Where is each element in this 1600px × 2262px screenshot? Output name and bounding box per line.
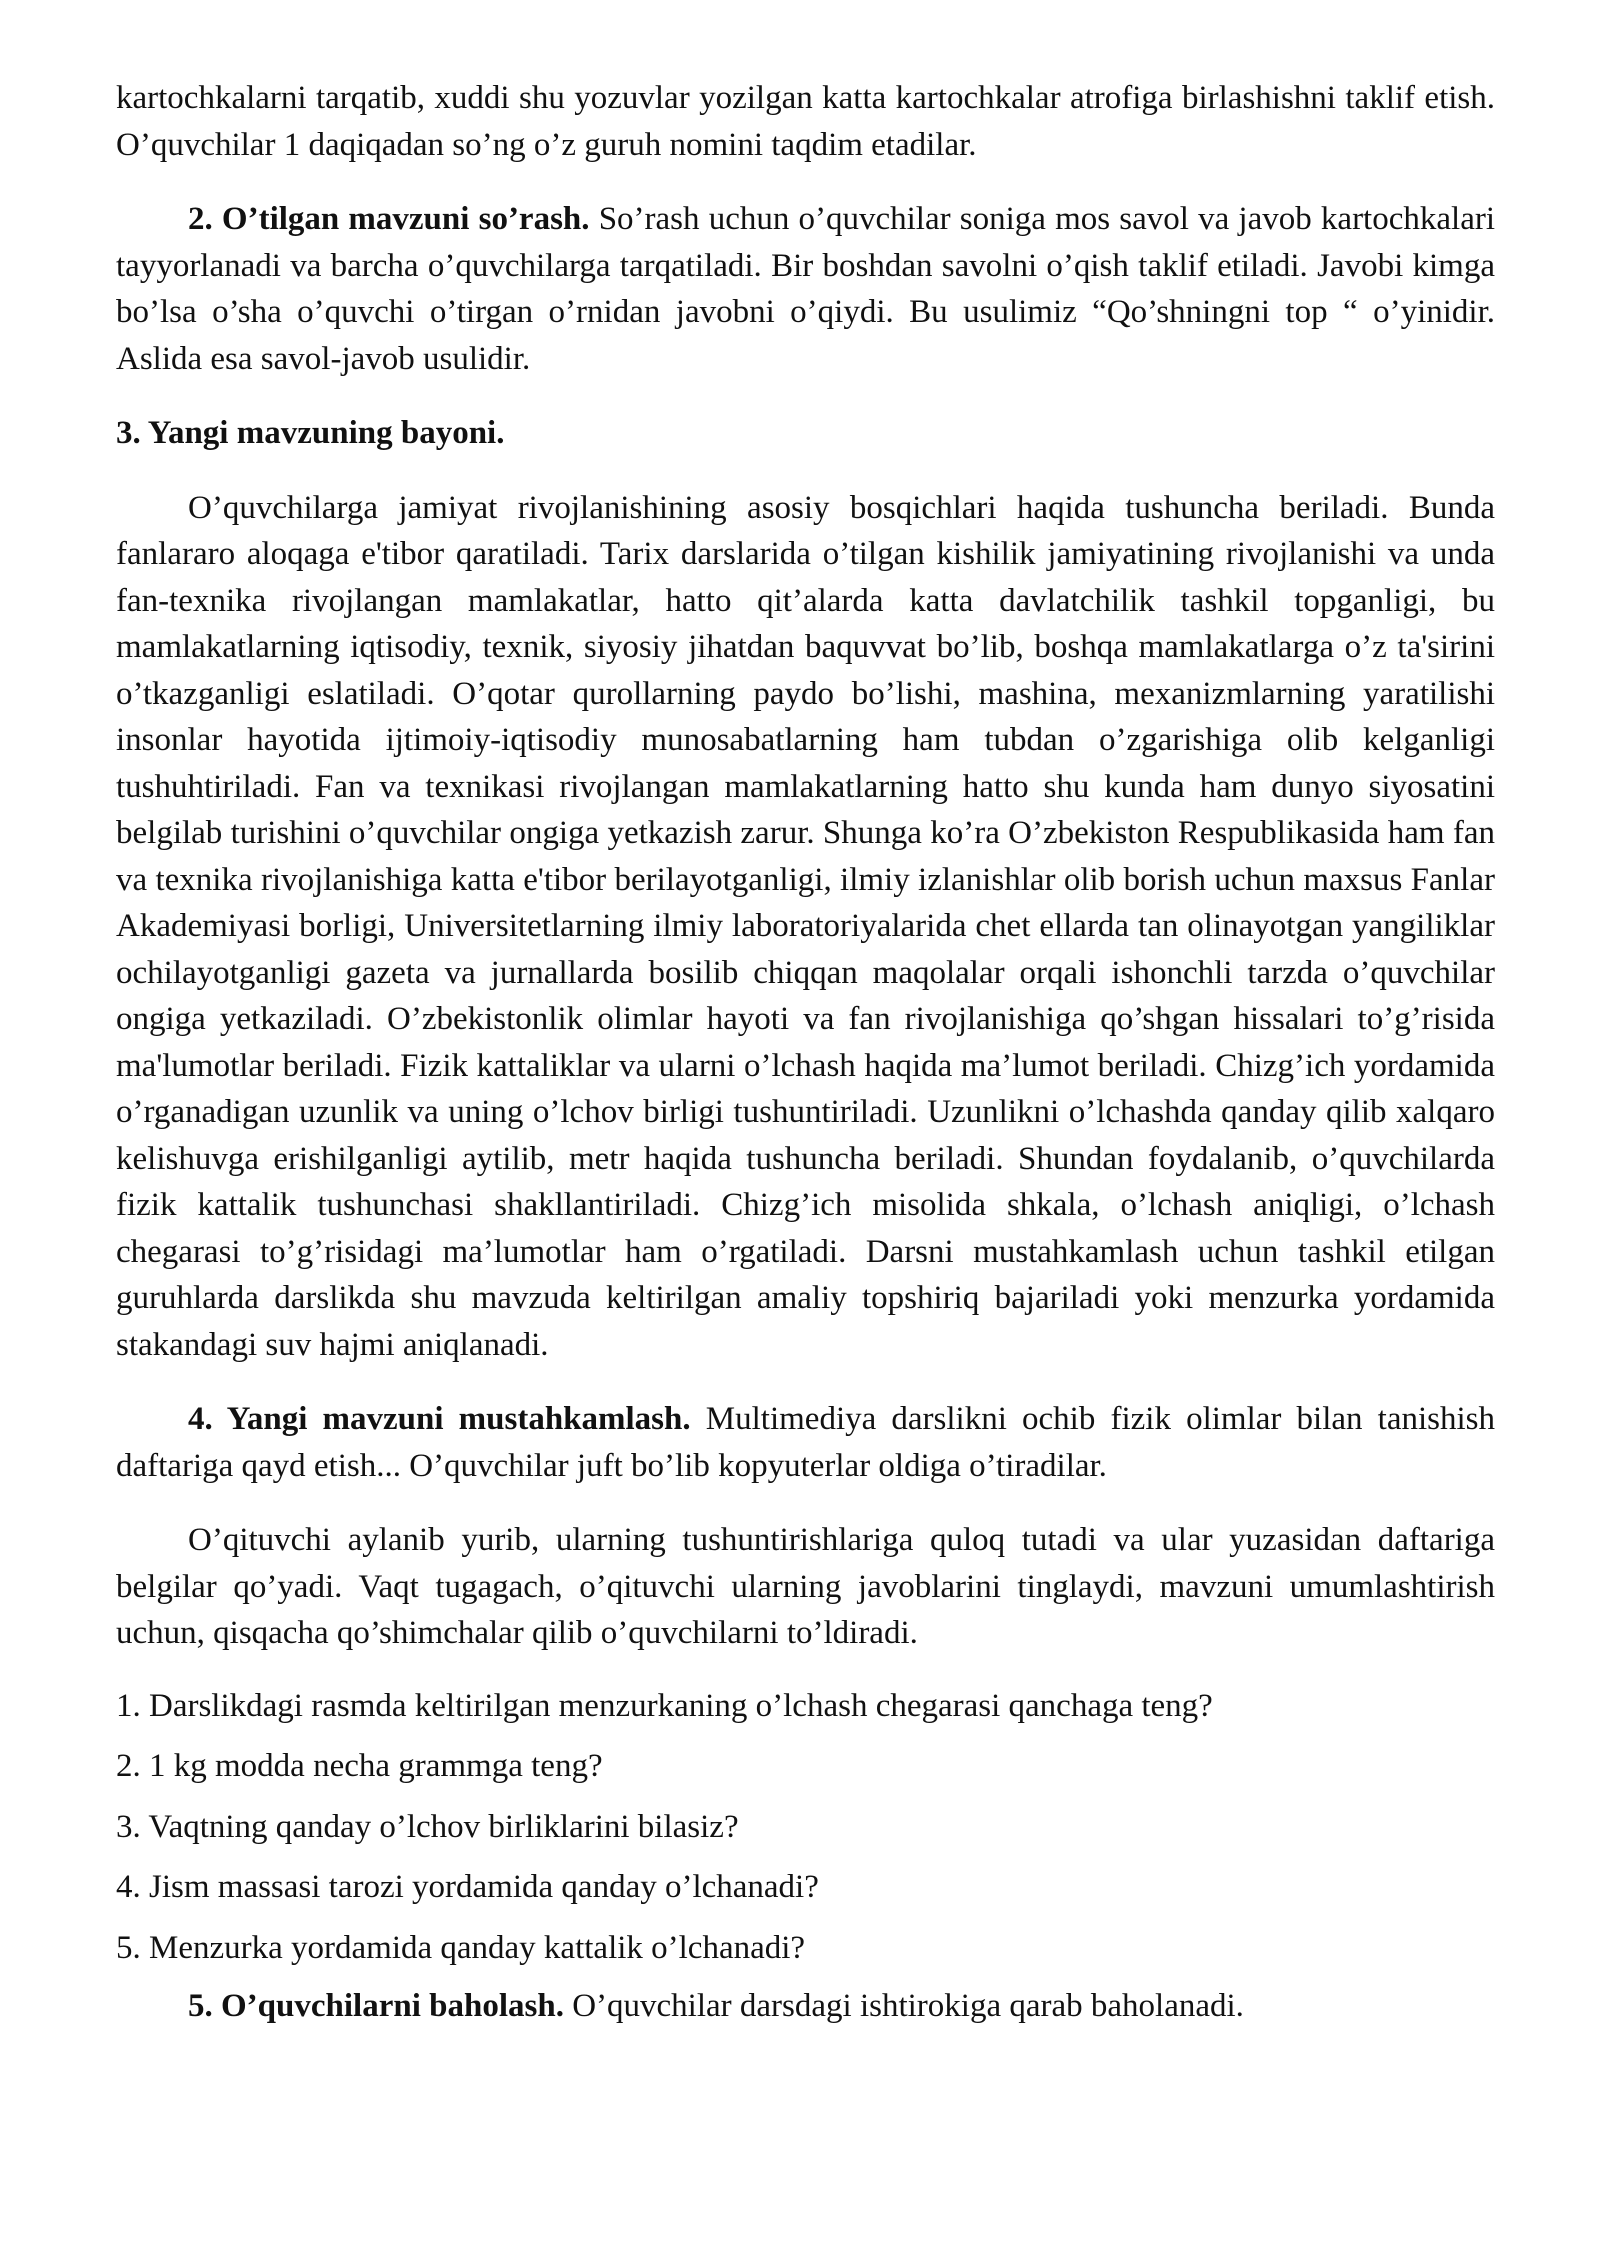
section-5-text: O’quvchilar darsdagi ishtirokiga qarab baholanadi. [563, 1988, 1244, 2024]
section-5-heading: 5. O’quvchilarni baholash. [188, 1988, 564, 2024]
section-3-heading-text: 3. Yangi mavzuning bayoni. [116, 415, 505, 451]
question-item: 4. Jism massasi tarozi yordamida qanday o’lchanadi? [116, 1869, 819, 1905]
section-2-text: So’rash uchun o’quvchilar soniga mos savol va javob kartochkalari tayyorlanadi va barcha o’quvchilarga tarqatiladi. Bir boshdan savolni o’qish taklif etiladi. Javobi kimga bo’lsa o’sha o’quvchi o’tirgan o’rnidan javobni o’qiydi. Bu usulimiz “Qo’shningni top “ o’yinidir. Aslida esa savol-javob usulidir. [116, 201, 1495, 377]
section-2-paragraph [116, 196, 1495, 382]
question-item: 3. Vaqtning qanday o’lchov birliklarini bilasiz? [116, 1808, 739, 1845]
section-4-paragraph [116, 1396, 1495, 1489]
section-4-text: Multimediya darslikni ochib fizik olimlar bilan tanishish daftariga qayd etish... O’quvchilar juft bo’lib kopyuterlar oldiga o’tiradilar. [116, 1401, 1495, 1484]
section-4-heading: 4. Yangi mavzuni mustahkamlash. [188, 1401, 691, 1437]
document-body [116, 75, 1495, 2030]
teacher-paragraph: O’qituvchi aylanib yurib, ularning tushuntirishlariga quloq tutadi va ular yuzasidan daftariga belgilar qo’yadi. Vaqt tugagach, o’qituvchi ularning javoblarini tinglaydi, mavzuni umumlashtirish uchun, qisqacha qo’shimchalar qilib o’quvchilarni to’ldiradi. [116, 1522, 1495, 1651]
question-item: 1. Darslikdagi rasmda keltirilgan menzurkaning o’lchash chegarasi qanchaga teng? [116, 1687, 1213, 1724]
section-3-heading [116, 410, 1495, 457]
section-2-heading: 2. O’tilgan mavzuni so’rash. [188, 201, 590, 237]
question-list [116, 1683, 1495, 1972]
question-item: 2. 1 kg modda necha grammga teng? [116, 1748, 603, 1784]
section-5-paragraph [116, 1983, 1495, 2030]
intro-paragraph: kartochkalarni tarqatib, xuddi shu yozuvlar yozilgan katta kartochkalar atrofiga birlashishni taklif etish. O’quvchilar 1 daqiqadan so’ng o’z guruh nomini taqdim etadilar. [116, 80, 1495, 163]
section-3-paragraph: O’quvchilarga jamiyat rivojlanishining asosiy bosqichlari haqida tushuncha beriladi. Bunda fanlararo aloqaga e'tibor qaratiladi. Tarix darslarida o’tilgan kishilik jamiyatining rivojlanishi va unda fan-texnika rivojlangan mamlakatlar, hatto qit’alarda katta davlatchilik tashkil topganligi, bu mamlakatlarning iqtisodiy, texnik, siyosiy jihatdan baquvvat bo’lib, boshqa mamlakatlarga o’z ta'sirini o’tkazganligi eslatiladi. O’qotar qurollarning paydo bo’lishi, mashina, mexanizmlarning yaratilishi insonlar hayotida ijtimoiy-iqtisodiy munosabatlarning ham tubdan o’zgarishiga olib kelganligi tushuhtiriladi. Fan va texnikasi rivojlangan mamlakatlarning hatto shu kunda ham dunyo siyosatini belgilab turishini o’quvchilar ongiga yetkazish zarur. Shunga ko’ra O’zbekiston Respublikasida ham fan va texnika rivojlanishiga katta e'tibor berilayotganligi, ilmiy izlanishlar olib borish uchun maxsus Fanlar Akademiyasi borligi, Universitetlarning ilmiy laboratoriyalarida chet ellarda tan olinayotgan yangiliklar ochilayotganligi gazeta va jurnallarda bosilib chiqqan maqolalar orqali ishonchli tarzda o’quvchilar ongiga yetkaziladi. O’zbekistonlik olimlar hayoti va fan rivojlanishiga qo’shgan hissalari to’g’risida ma'lumotlar beriladi. Fizik kattaliklar va ularni o’lchash haqida ma’lumot beriladi. Chizg’ich yordamida o’rganadigan uzunlik va uning o’lchov birligi tushuntiriladi. Uzunlikni o’lchashda qanday qilib xalqaro kelishuvga erishilganligi aytilib, metr haqida tushuncha beriladi. Shundan foydalanib, o’quvchilarda fizik kattalik tushunchasi shakllantiriladi. Chizg’ich misolida shkala, o’lchash aniqligi, o’lchash chegarasi to’g’risidagi ma’lumotlar ham o’rgatiladi. Darsni mustahkamlash uchun tashkil etilgan guruhlarda darslikda shu mavzuda keltirilgan amaliy topshiriq bajariladi yoki menzurka yordamida stakandagi suv hajmi aniqlanadi. [116, 489, 1495, 1363]
question-item: 5. Menzurka yordamida qanday kattalik o’lchanadi? [116, 1929, 806, 1966]
